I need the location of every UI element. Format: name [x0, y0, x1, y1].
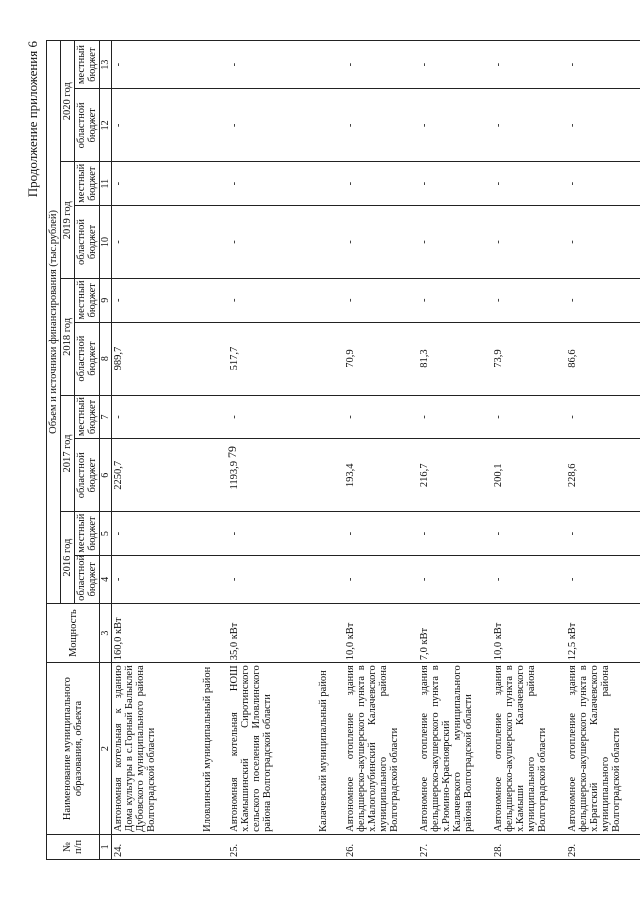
- column-number: 3: [100, 603, 112, 662]
- funding-value: [302, 162, 344, 205]
- funding-value: -: [344, 279, 418, 322]
- funding-value: -: [112, 512, 187, 555]
- district-row: [302, 41, 344, 860]
- funding-value: 193,4: [344, 439, 418, 512]
- funding-value: [186, 279, 228, 322]
- header-year: 2018 год: [61, 279, 75, 396]
- funding-value: 216,7: [418, 439, 492, 512]
- column-number: 11: [100, 162, 112, 205]
- funding-value: 989,7: [112, 322, 187, 395]
- funding-value: -: [492, 395, 566, 438]
- funding-value: -: [112, 279, 187, 322]
- funding-value: -: [566, 395, 640, 438]
- funding-value: -: [344, 395, 418, 438]
- funding-value: -: [566, 41, 640, 89]
- header-year: 2017 год: [61, 395, 75, 512]
- funding-value: [302, 89, 344, 162]
- object-name: Автономная котельная НОШ х.Камышинский Сиротинского сельского поселения Иловлинского района Волгоградской области: [228, 663, 302, 835]
- header-local: местный бюджет: [75, 279, 100, 322]
- funding-value: [302, 205, 344, 278]
- header-local: местный бюджет: [75, 162, 100, 205]
- funding-value: -: [418, 279, 492, 322]
- column-numbers-row: [100, 41, 112, 860]
- column-number: 2: [100, 663, 112, 835]
- funding-value: -: [228, 162, 302, 205]
- power-value: 12,5 кВт: [566, 603, 640, 662]
- power-value: [302, 603, 344, 662]
- table-row: [228, 41, 302, 860]
- column-number: 12: [100, 89, 112, 162]
- object-name: Автономная котельная к зданию Дома культуры в с.Горный Балыклей Дубовского муниципального района Волгоградской области: [112, 663, 187, 835]
- funding-value: [186, 395, 228, 438]
- column-number: 1: [100, 834, 112, 859]
- funding-value: -: [344, 205, 418, 278]
- funding-value: -: [344, 162, 418, 205]
- funding-value: -: [492, 205, 566, 278]
- funding-value: [186, 41, 228, 89]
- funding-value: -: [344, 41, 418, 89]
- header-oblast: областной бюджет: [75, 555, 100, 603]
- header-local: местный бюджет: [75, 41, 100, 89]
- page-number: 79: [225, 446, 239, 458]
- district-row: [186, 41, 228, 860]
- power-value: 10,0 кВт: [344, 603, 418, 662]
- funding-value: 81,3: [418, 322, 492, 395]
- header-oblast: областной бюджет: [75, 205, 100, 278]
- funding-value: -: [112, 162, 187, 205]
- funding-value: -: [492, 512, 566, 555]
- funding-value: 70,9: [344, 322, 418, 395]
- funding-value: 228,6: [566, 439, 640, 512]
- funding-value: -: [492, 555, 566, 603]
- funding-value: -: [566, 89, 640, 162]
- funding-value: -: [228, 89, 302, 162]
- funding-value: [302, 279, 344, 322]
- row-number: [302, 834, 344, 859]
- row-number: 26.: [344, 834, 418, 859]
- funding-value: -: [492, 279, 566, 322]
- funding-value: [186, 555, 228, 603]
- power-value: 35,0 кВт: [228, 603, 302, 662]
- table-body: [112, 41, 640, 860]
- funding-value: [302, 41, 344, 89]
- header-local: местный бюджет: [75, 512, 100, 555]
- header-year: 2020 год: [61, 41, 75, 162]
- funding-value: -: [492, 41, 566, 89]
- column-number: 7: [100, 395, 112, 438]
- funding-value: -: [418, 512, 492, 555]
- funding-value: -: [228, 555, 302, 603]
- funding-value: 2250,7: [112, 439, 187, 512]
- funding-value: -: [228, 279, 302, 322]
- object-name: Автономное отопление здания фельдшерско-акушерского пункта в х.Малоголубинский Калачевского муниципального района Волгоградской области: [344, 663, 418, 835]
- header-local: местный бюджет: [75, 395, 100, 438]
- funding-table: [46, 40, 640, 860]
- funding-value: -: [344, 89, 418, 162]
- header-no: № п/п: [47, 834, 100, 859]
- funding-value: -: [418, 89, 492, 162]
- header-funding: Объем и источники финансирования (тыс.рублей): [47, 41, 61, 604]
- funding-value: -: [112, 395, 187, 438]
- funding-value: [302, 395, 344, 438]
- funding-value: [302, 555, 344, 603]
- row-number: [186, 834, 228, 859]
- funding-value: 200,1: [492, 439, 566, 512]
- funding-value: -: [344, 555, 418, 603]
- funding-value: [186, 439, 228, 512]
- funding-value: -: [418, 205, 492, 278]
- funding-value: -: [344, 512, 418, 555]
- continuation-label: Продолжение приложения 6: [25, 41, 40, 198]
- funding-value: 1193,9: [228, 439, 302, 512]
- funding-value: -: [566, 279, 640, 322]
- table-row: [418, 41, 492, 860]
- funding-value: -: [418, 41, 492, 89]
- funding-value: -: [418, 162, 492, 205]
- table-row: [566, 41, 640, 860]
- row-number: 29.: [566, 834, 640, 859]
- funding-value: -: [492, 162, 566, 205]
- table-row: [344, 41, 418, 860]
- funding-value: -: [566, 205, 640, 278]
- funding-value: -: [566, 555, 640, 603]
- power-value: 10,0 кВт: [492, 603, 566, 662]
- header-power: Мощность: [47, 603, 100, 662]
- table-row: [112, 41, 187, 860]
- object-name: Автономное отопление здания фельдшерско-акушерского пункта в х.Камыши Калачевского муниципального района Волгоградской области: [492, 663, 566, 835]
- funding-value: [302, 322, 344, 395]
- district-name: Калачевский муниципальный район: [302, 663, 344, 835]
- funding-value: [186, 322, 228, 395]
- funding-value: [302, 512, 344, 555]
- column-number: 5: [100, 512, 112, 555]
- column-number: 4: [100, 555, 112, 603]
- funding-value: -: [228, 41, 302, 89]
- funding-value: 86,6: [566, 322, 640, 395]
- funding-value: -: [112, 205, 187, 278]
- funding-value: -: [228, 205, 302, 278]
- header-oblast: областной бюджет: [75, 439, 100, 512]
- funding-value: 517,7: [228, 322, 302, 395]
- district-name: Иловлинский муниципальный район: [186, 663, 228, 835]
- funding-value: [186, 512, 228, 555]
- funding-value: -: [492, 89, 566, 162]
- funding-value: [186, 162, 228, 205]
- column-number: 9: [100, 279, 112, 322]
- row-number: 27.: [418, 834, 492, 859]
- row-number: 28.: [492, 834, 566, 859]
- header-oblast: областной бюджет: [75, 89, 100, 162]
- column-number: 10: [100, 205, 112, 278]
- funding-value: -: [112, 555, 187, 603]
- funding-value: -: [566, 512, 640, 555]
- header-oblast: областной бюджет: [75, 322, 100, 395]
- power-value: 7,0 кВт: [418, 603, 492, 662]
- power-value: 160,0 кВт: [112, 603, 187, 662]
- column-number: 8: [100, 322, 112, 395]
- row-number: 25.: [228, 834, 302, 859]
- funding-value: -: [418, 395, 492, 438]
- funding-value: -: [228, 395, 302, 438]
- funding-value: [186, 89, 228, 162]
- funding-value: -: [566, 162, 640, 205]
- funding-value: -: [418, 555, 492, 603]
- funding-value: [302, 439, 344, 512]
- power-value: [186, 603, 228, 662]
- row-number: 24.: [112, 834, 187, 859]
- header-name: Наименование муниципального образования, объекта: [47, 663, 100, 835]
- column-number: 6: [100, 439, 112, 512]
- funding-value: -: [112, 41, 187, 89]
- object-name: Автономное отопление здания фельдшерско-акушерского пункта в х.Рюмино-Красноярский Калачевского муниципального района Волгоградской области: [418, 663, 492, 835]
- funding-value: 73,9: [492, 322, 566, 395]
- header-year: 2019 год: [61, 162, 75, 279]
- funding-value: -: [112, 89, 187, 162]
- column-number: 13: [100, 41, 112, 89]
- object-name: Автономное отопление здания фельдшерско-акушерского пункта в х.Братский Калачевского муниципального района Волгоградской области: [566, 663, 640, 835]
- table-row: [492, 41, 566, 860]
- funding-value: [186, 205, 228, 278]
- header-year: 2016 год: [61, 512, 75, 603]
- funding-value: -: [228, 512, 302, 555]
